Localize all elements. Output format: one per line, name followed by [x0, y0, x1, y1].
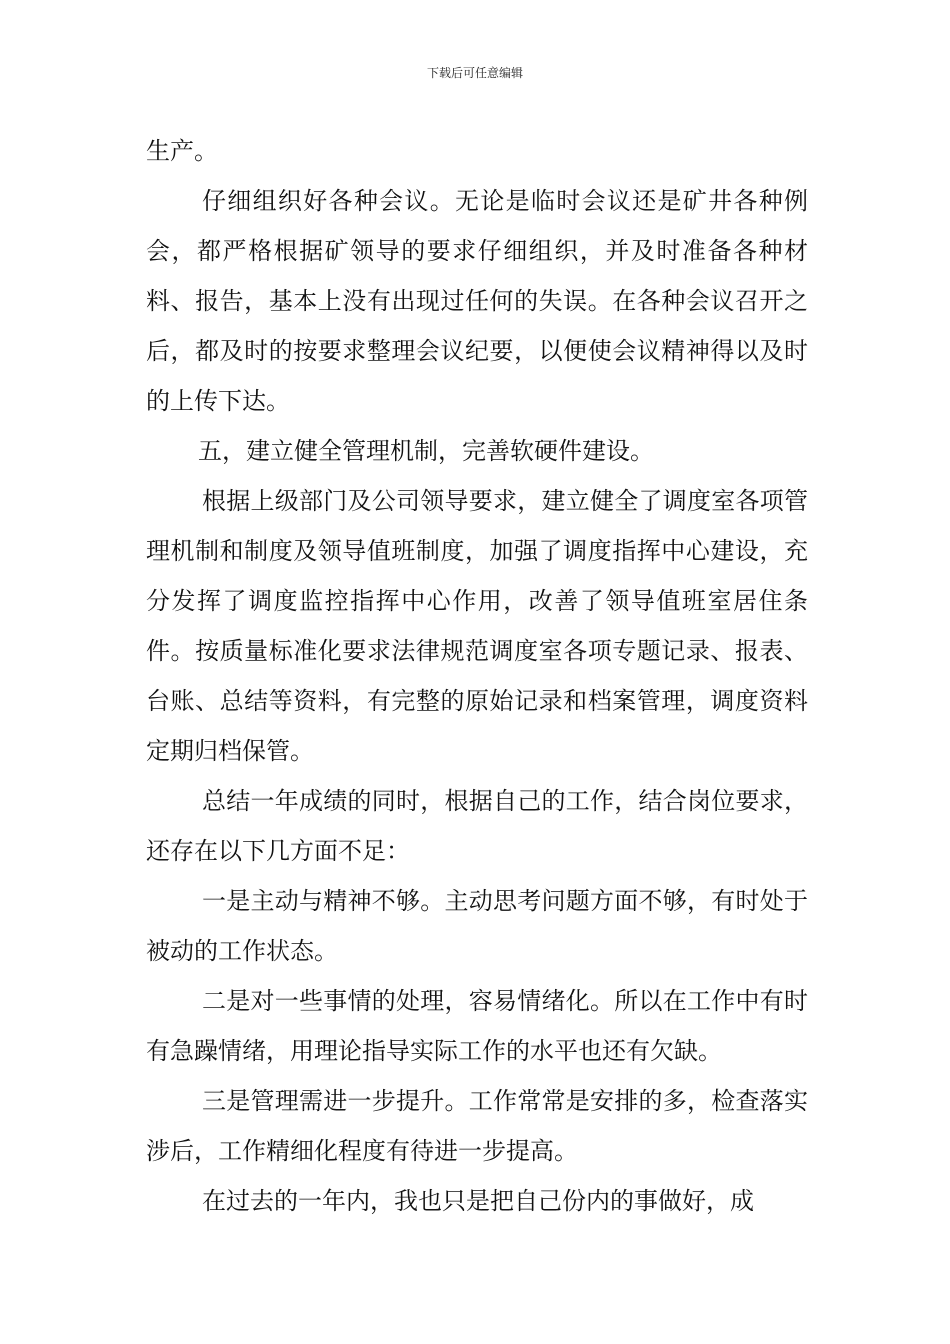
page-header: 下载后可任意编辑	[426, 66, 523, 80]
paragraph-continuation: 生产。	[146, 137, 218, 165]
paragraph-shortcoming-one: 一是主动与精神不够。主动思考问题方面不够，有时处于被动的工作状态。	[146, 887, 808, 965]
paragraph-meetings: 仔细组织好各种会议。无论是临时会议还是矿井各种例会，都严格根据矿领导的要求仔细组织，并及时准备各种材料、报告，基本上没有出现过任何的失误。在各种会议召开之后，都及时的按要求整理会议纪要，以便使会议精神得以及时的上传下达。	[146, 187, 808, 415]
paragraph-past-year: 在过去的一年内，我也只是把自己份内的事做好，成	[202, 1187, 754, 1215]
document-body	[146, 126, 808, 1226]
paragraph-management: 根据上级部门及公司领导要求，建立健全了调度室各项管理机制和制度及领导值班制度，加强了调度指挥中心建设，充分发挥了调度监控指挥中心作用，改善了领导值班室居住条件。按质量标准化要求法律规范调度室各项专题记录、报表、台账、总结等资料，有完整的原始记录和档案管理，调度资料定期归档保管。	[146, 487, 808, 765]
paragraph-shortcoming-two: 二是对一些事情的处理，容易情绪化。所以在工作中有时有急躁情绪，用理论指导实际工作的水平也还有欠缺。	[146, 987, 808, 1065]
paragraph-shortcoming-three: 三是管理需进一步提升。工作常常是安排的多，检查落实涉后，工作精细化程度有待进一步提高。	[146, 1087, 808, 1165]
section-heading-five: 五，建立健全管理机制，完善软硬件建设。	[198, 437, 654, 465]
paragraph-summary: 总结一年成绩的同时，根据自己的工作，结合岗位要求，还存在以下几方面不足：	[146, 787, 808, 865]
